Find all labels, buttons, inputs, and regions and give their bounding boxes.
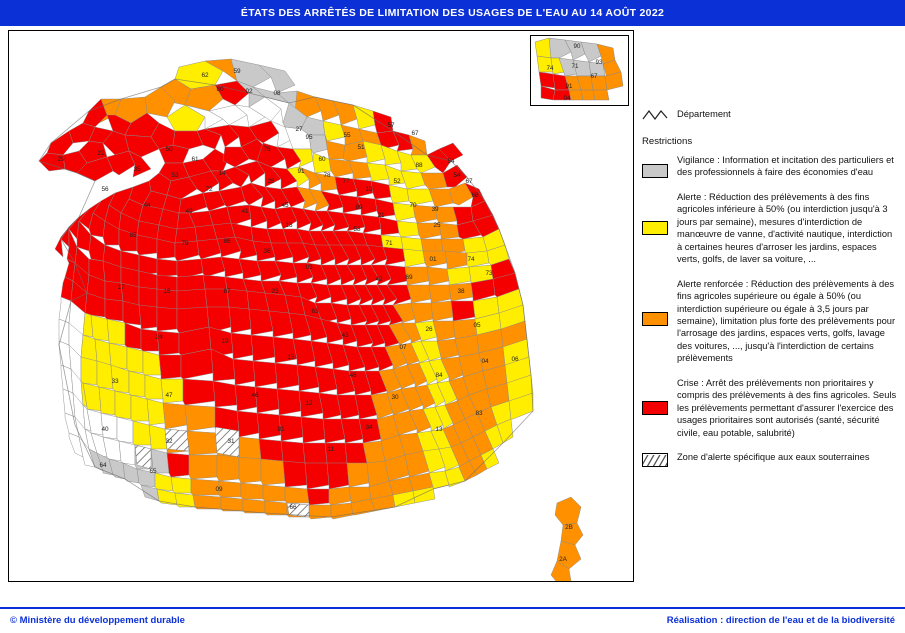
svg-text:86: 86	[223, 238, 231, 245]
inset-svg	[531, 36, 628, 105]
legend-department-label: Département	[677, 109, 731, 119]
svg-text:24: 24	[155, 334, 163, 341]
svg-text:22: 22	[97, 150, 105, 157]
svg-text:61: 61	[191, 156, 199, 163]
svg-text:31: 31	[227, 438, 235, 445]
legend-crise-text: Crise : Arrêt des prélèvements non prioritaires y compris des prélèvements à des fins agricoles. Seuls les prélèvements permettant d'assurer l'exercice des usages prioritaires sont autorisés (santé, sécurité civile, eau potable, salubrité)	[677, 377, 897, 438]
svg-text:47: 47	[165, 392, 173, 399]
svg-text:54: 54	[453, 172, 461, 179]
vigilance-color-swatch	[642, 164, 668, 178]
svg-text:10: 10	[365, 186, 373, 193]
footer-ministry-label: © Ministère du développement durable	[10, 615, 185, 626]
map-panel[interactable]	[8, 30, 634, 582]
svg-text:91: 91	[565, 83, 573, 90]
svg-text:05: 05	[473, 322, 481, 329]
legend-alerte-text: Alerte : Réduction des prélèvements à des fins agricoles inférieure à 50% (ou interdiction jusqu'à 3 jours par semaine), mesures d'interdiction de manœuvre de vanne, d'activité nautique, interdiction à certaines heures d'arroser les jardins, espaces verts, golfs, de laver sa voiture, ...	[677, 191, 893, 265]
svg-text:85: 85	[129, 232, 137, 239]
page-title: ÉTATS DES ARRÊTÉS DE LIMITATION DES USAGES DE L'EAU AU 14 AOÛT 2022	[240, 7, 665, 19]
legend-item-department	[642, 108, 897, 122]
legend-zone-hachuree-text: Zone d'alerte spécifique aux eaux souterraines	[677, 452, 870, 463]
svg-text:03: 03	[305, 264, 313, 271]
svg-text:87: 87	[223, 288, 231, 295]
legend-item-vigilance	[642, 154, 897, 179]
svg-text:89: 89	[355, 204, 363, 211]
svg-text:21: 21	[377, 212, 385, 219]
svg-text:01: 01	[429, 256, 437, 263]
svg-text:07: 07	[399, 344, 407, 351]
svg-text:34: 34	[365, 424, 373, 431]
svg-text:18: 18	[285, 222, 293, 229]
svg-text:27: 27	[295, 126, 303, 133]
svg-text:43: 43	[341, 332, 349, 339]
svg-text:50: 50	[165, 146, 173, 153]
svg-text:71: 71	[571, 63, 579, 70]
legend-item-alerte	[642, 191, 897, 266]
page-title-bar	[0, 0, 905, 26]
svg-text:58: 58	[353, 226, 361, 233]
svg-text:2A: 2A	[559, 556, 567, 563]
svg-text:16: 16	[163, 288, 171, 295]
svg-text:28: 28	[267, 178, 275, 185]
svg-text:39: 39	[431, 206, 439, 213]
svg-text:74: 74	[467, 256, 475, 263]
svg-text:62: 62	[201, 72, 209, 79]
svg-text:41: 41	[241, 208, 249, 215]
svg-text:32: 32	[165, 438, 173, 445]
svg-text:90: 90	[573, 43, 581, 50]
france-choropleth-map[interactable]	[9, 31, 633, 581]
svg-text:91: 91	[297, 168, 305, 175]
svg-text:49: 49	[185, 208, 193, 215]
hatched-zone-swatch	[642, 453, 668, 467]
svg-text:15: 15	[287, 354, 295, 361]
svg-text:57: 57	[387, 122, 395, 129]
svg-text:36: 36	[263, 248, 271, 255]
svg-text:67: 67	[465, 178, 473, 185]
footer-realisation-label: Réalisation : direction de l'eau et de la biodiversité	[666, 615, 895, 626]
svg-text:44: 44	[143, 202, 151, 209]
svg-text:56: 56	[101, 186, 109, 193]
legend-restrictions-heading: Restrictions	[642, 136, 693, 147]
legend-item-zone-hachuree	[642, 451, 897, 467]
svg-text:71: 71	[385, 240, 393, 247]
svg-text:88: 88	[415, 162, 423, 169]
svg-text:13: 13	[435, 426, 443, 433]
svg-text:54: 54	[447, 158, 455, 165]
page-footer	[0, 607, 905, 633]
legend-alerte-renforcee-text: Alerte renforcée : Réduction des prélèvements à des fins agricoles supérieure ou égale à 50% (ou interdiction supérieure ou égale à 3,5 jours par semaine), limitation plus forte des prélèvements pour l'arrosage des jardins, espaces verts, golfs, lavage des voitures, ..., jusqu'à l'interdiction de certains prélèvements	[677, 278, 896, 364]
svg-text:08: 08	[273, 90, 281, 97]
svg-text:70: 70	[409, 202, 417, 209]
svg-text:63: 63	[311, 308, 319, 315]
svg-text:84: 84	[435, 372, 443, 379]
svg-text:17: 17	[117, 284, 125, 291]
svg-text:80: 80	[216, 86, 224, 93]
svg-text:2B: 2B	[565, 524, 573, 531]
svg-text:04: 04	[481, 358, 489, 365]
svg-text:14: 14	[218, 170, 226, 177]
svg-text:38: 38	[457, 288, 465, 295]
svg-text:67: 67	[411, 130, 419, 137]
svg-text:53: 53	[171, 172, 179, 179]
svg-text:33: 33	[111, 378, 119, 385]
svg-text:59: 59	[233, 68, 241, 75]
svg-text:72: 72	[205, 186, 213, 193]
map-inset-paca[interactable]	[530, 35, 629, 106]
svg-text:68: 68	[471, 192, 479, 199]
svg-text:74: 74	[546, 65, 554, 72]
svg-text:81: 81	[277, 426, 285, 433]
svg-text:45: 45	[281, 202, 289, 209]
svg-text:46: 46	[251, 392, 259, 399]
svg-text:73: 73	[485, 270, 493, 277]
svg-text:02: 02	[245, 88, 253, 95]
svg-text:67: 67	[590, 73, 598, 80]
svg-text:64: 64	[99, 462, 107, 469]
svg-text:25: 25	[433, 222, 441, 229]
svg-text:48: 48	[349, 372, 357, 379]
svg-text:29: 29	[57, 156, 65, 163]
svg-text:95: 95	[305, 134, 313, 141]
svg-text:26: 26	[425, 326, 433, 333]
legend-item-crise	[642, 377, 897, 439]
alerte-renforcee-color-swatch	[642, 312, 668, 326]
svg-text:83: 83	[475, 410, 483, 417]
svg-text:65: 65	[149, 468, 157, 475]
svg-text:11: 11	[327, 446, 335, 453]
svg-text:66: 66	[289, 504, 297, 511]
svg-text:19: 19	[221, 338, 229, 345]
svg-text:78: 78	[323, 172, 331, 179]
legend-vigilance-text: Vigilance : Information et incitation des particuliers et des professionnels à faire des économies d'eau	[677, 155, 894, 178]
alerte-color-swatch	[642, 221, 668, 235]
svg-text:42: 42	[375, 276, 383, 283]
svg-text:40: 40	[101, 426, 109, 433]
svg-text:51: 51	[357, 144, 365, 151]
svg-text:76: 76	[263, 146, 271, 153]
svg-text:69: 69	[405, 274, 413, 281]
svg-text:06: 06	[511, 356, 519, 363]
svg-text:77: 77	[342, 178, 350, 185]
svg-text:23: 23	[271, 288, 279, 295]
svg-text:35: 35	[133, 166, 141, 173]
department-line-icon	[642, 108, 668, 122]
svg-text:52: 52	[393, 178, 401, 185]
svg-text:93: 93	[595, 59, 603, 66]
svg-text:30: 30	[391, 394, 399, 401]
svg-text:09: 09	[215, 486, 223, 493]
crise-color-swatch	[642, 401, 668, 415]
legend-item-alerte-renforcee	[642, 278, 897, 365]
map-legend	[642, 108, 897, 479]
svg-text:79: 79	[181, 240, 189, 247]
svg-text:60: 60	[318, 156, 326, 163]
svg-text:12: 12	[305, 400, 313, 407]
svg-text:04: 04	[563, 95, 571, 102]
svg-text:55: 55	[343, 132, 351, 139]
